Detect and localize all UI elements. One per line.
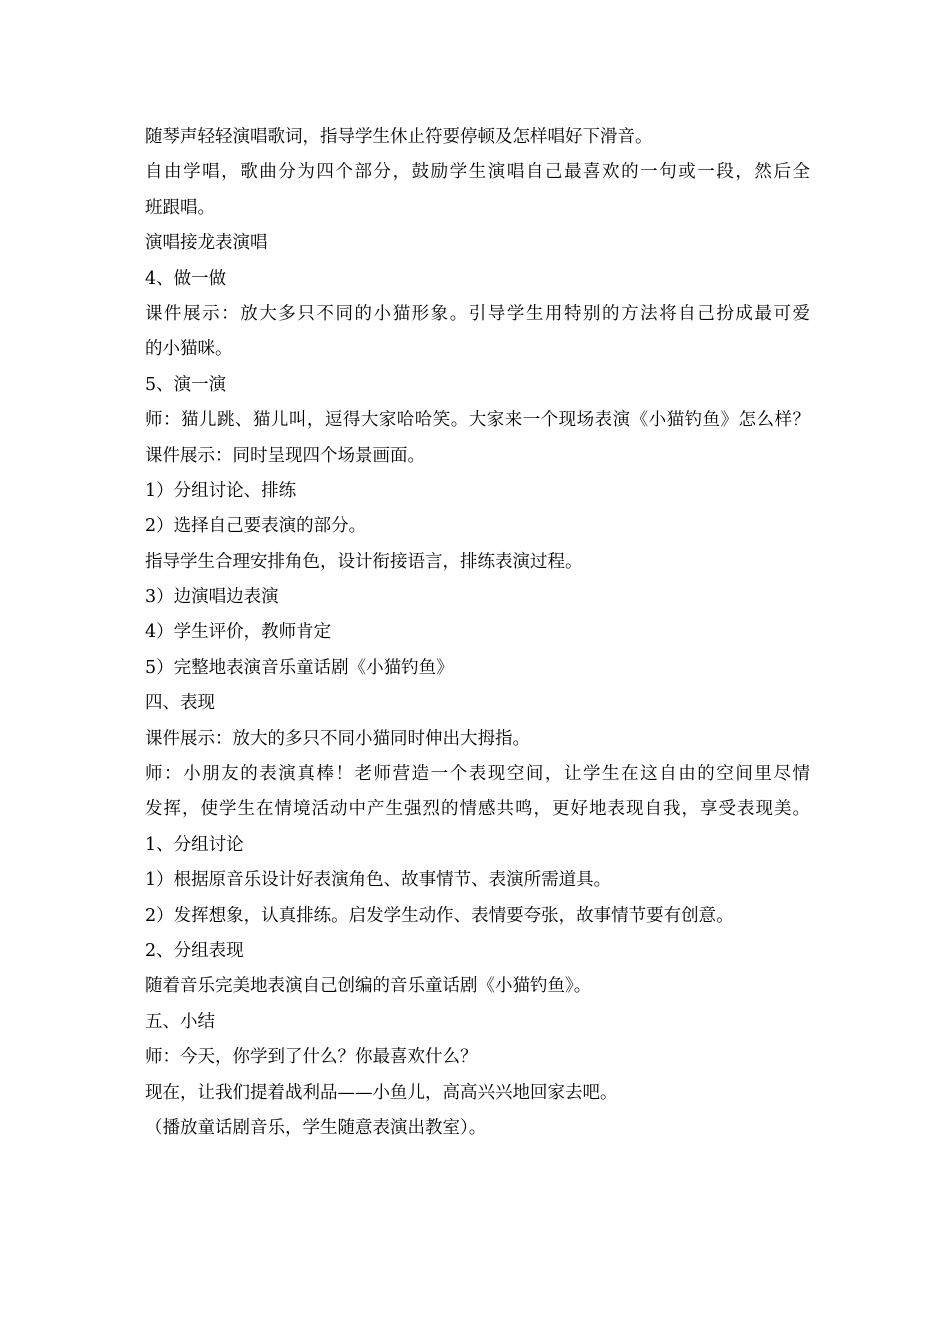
section-heading: 四、表现	[145, 693, 215, 714]
text-line: 发挥，使学生在情境活动中产生强烈的情感共鸣，更好地表现自我，享受表现美。	[145, 799, 810, 820]
text-line: 师：小朋友的表演真棒！老师营造一个表现空间，让学生在这自由的空间里尽情	[145, 764, 810, 785]
text-line: （播放童话剧音乐，学生随意表演出教室）。	[145, 1117, 487, 1138]
text-line: 的小猫咪。	[145, 339, 233, 360]
list-item: 5）完整地表演音乐童话剧《小猫钓鱼》	[145, 657, 454, 678]
list-item: 2）选择自己要表演的部分。	[145, 516, 367, 537]
section-heading: 1、分组讨论	[145, 834, 244, 855]
list-item: 3）边演唱边表演	[145, 587, 279, 608]
list-item: 1）分组讨论、排练	[145, 480, 297, 501]
text-line: 课件展示：放大的多只不同小猫同时伸出大拇指。	[145, 728, 530, 749]
text-line: 课件展示：放大多只不同的小猫形象。引导学生用特别的方法将自己扮成最可爱	[145, 303, 810, 324]
text-line: 随着音乐完美地表演自己创编的音乐童话剧《小猫钓鱼》。	[145, 976, 592, 997]
list-item: 2）发挥想象，认真排练。启发学生动作、表情要夸张，故事情节要有创意。	[145, 905, 734, 926]
text-line: 自由学唱，歌曲分为四个部分，鼓励学生演唱自己最喜欢的一句或一段，然后全	[145, 162, 810, 183]
list-item: 1）根据原音乐设计好表演角色、故事情节、表演所需道具。	[145, 870, 612, 891]
text-line: 班跟唱。	[145, 197, 215, 218]
section-heading: 2、分组表现	[145, 940, 244, 961]
text-line: 随琴声轻轻演唱歌词，指导学生休止符要停顿及怎样唱好下滑音。	[145, 127, 653, 147]
document-body	[145, 120, 810, 1146]
section-heading: 5、演一演	[145, 374, 227, 395]
text-line: 师：猫儿跳、猫儿叫，逗得大家哈哈笑。大家来一个现场表演《小猫钓鱼》怎么样？	[145, 410, 810, 431]
text-line: 现在，让我们提着战利品——小鱼儿，高高兴兴地回家去吧。	[145, 1082, 618, 1103]
text-line: 指导学生合理安排角色，设计衔接语言，排练表演过程。	[145, 551, 583, 572]
text-line: 演唱接龙表演唱	[145, 233, 268, 254]
section-heading: 4、做一做	[145, 268, 227, 289]
list-item: 4）学生评价，教师肯定	[145, 622, 332, 643]
text-line: 课件展示：同时呈现四个场景画面。	[145, 445, 425, 466]
text-line: 师：今天，你学到了什么？你最喜欢什么？	[145, 1047, 478, 1068]
section-heading: 五、小结	[145, 1011, 215, 1032]
